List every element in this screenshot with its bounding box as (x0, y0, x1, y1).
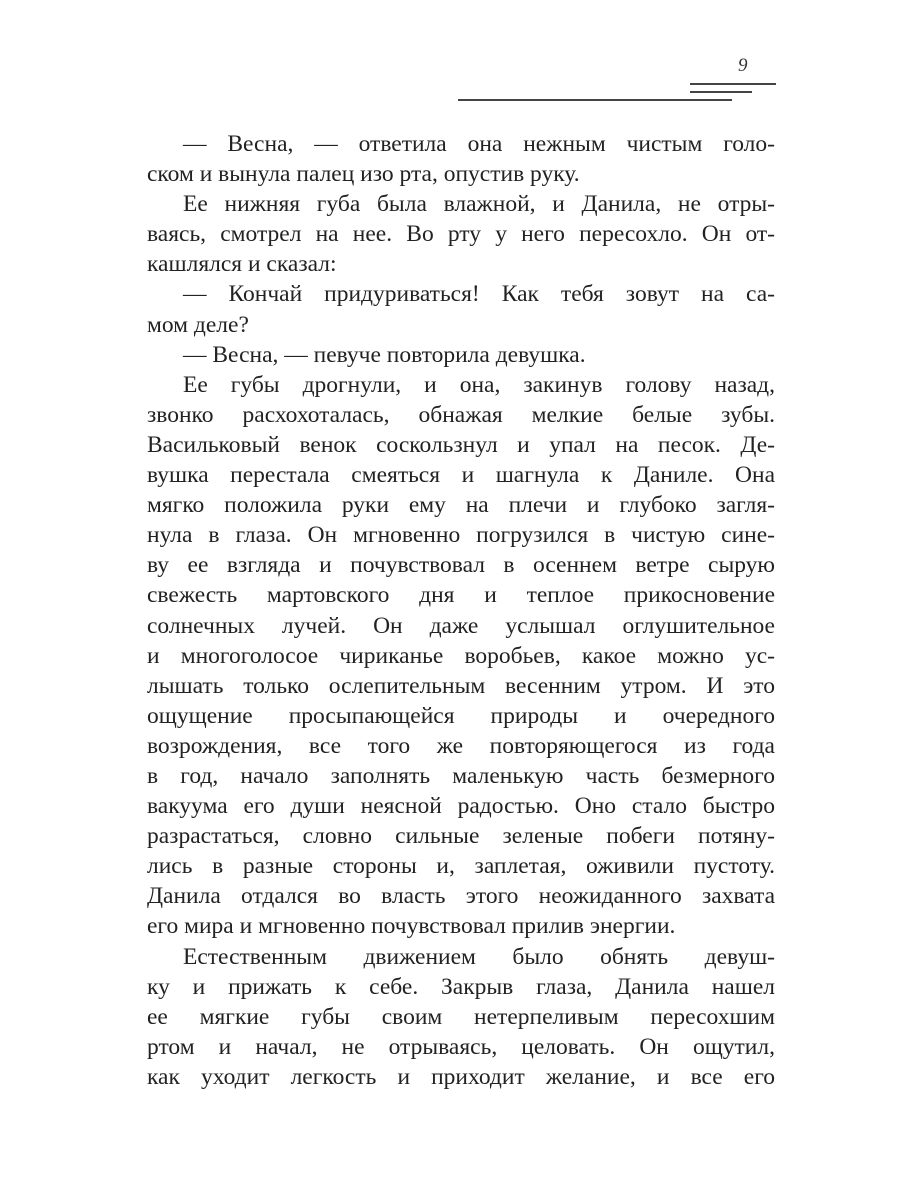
text-line: звонко расхохоталась, обнажая мелкие белые зубы. (147, 401, 775, 428)
text-line: — Весна, — певуче повторила девушка. (183, 341, 586, 368)
text-line: мом деле? (147, 311, 249, 338)
text-line: как уходит легкость и приходит желание, и все его (147, 1063, 775, 1090)
text-line: в год, начало заполнять маленькую часть безмерного (147, 762, 775, 789)
text-line: ваясь, смотрел на нее. Во рту у него пересохло. Он от- (147, 221, 775, 248)
page-number: 9 (738, 55, 748, 76)
text-line: Ее губы дрогнули, и она, закинув голову назад, (183, 371, 775, 398)
text-line: солнечных лучей. Он даже услышал оглушительное (147, 612, 775, 639)
text-line: кашлялся и сказал: (147, 251, 337, 278)
text-line: его мира и мгновенно почувствовал прилив энергии. (147, 913, 676, 940)
text-line: ском и вынула палец изо рта, опустив руку. (147, 161, 580, 188)
text-line: Ее нижняя губа была влажной, и Данила, не отры- (183, 191, 775, 218)
text-line: лись в разные стороны и, заплетая, оживили пустоту. (147, 853, 775, 880)
text-line: вакуума его души неясной радостью. Оно стало быстро (147, 793, 775, 820)
text-line: ву ее взгляда и почувствовал в осеннем ветре сырую (147, 552, 775, 579)
text-line: вушка перестала смеяться и шагнула к Даниле. Она (147, 462, 775, 489)
body-text (147, 131, 775, 1094)
text-line: ее мягкие губы своим нетерпеливым пересохшим (147, 1003, 775, 1030)
text-line: нула в глаза. Он мгновенно погрузился в чистую сине- (147, 522, 775, 549)
text-line: и многоголосое чириканье воробьев, какое можно ус- (147, 642, 775, 669)
text-line: Данила отдался во власть этого неожиданного захвата (147, 883, 775, 910)
text-line: мягко положила руки ему на плечи и глубоко загля- (147, 492, 775, 519)
text-line: ку и прижать к себе. Закрыв глаза, Данила нашел (147, 973, 775, 1000)
header-rule-long (458, 99, 732, 101)
text-line: свежесть мартовского дня и теплое прикосновение (147, 582, 775, 609)
header-rule-top (690, 83, 776, 85)
text-line: ощущение просыпающейся природы и очередного (147, 702, 775, 729)
text-line: — Весна, — ответила она нежным чистым голо- (183, 131, 775, 157)
text-line: лышать только ослепительным весенним утром. И это (147, 672, 775, 699)
text-line: ртом и начал, не отрываясь, целовать. Он ощутил, (147, 1033, 775, 1060)
text-line: Естественным движением было обнять девуш- (183, 943, 775, 970)
text-line: Васильковый венок соскользнул и упал на песок. Де- (147, 431, 775, 458)
text-line: разрастаться, словно сильные зеленые побеги потяну- (147, 823, 775, 850)
header-rule-middle (690, 91, 752, 93)
text-line: возрождения, все того же повторяющегося из года (147, 732, 775, 759)
text-line: — Кончай придуриваться! Как тебя зовут на са- (183, 281, 775, 308)
